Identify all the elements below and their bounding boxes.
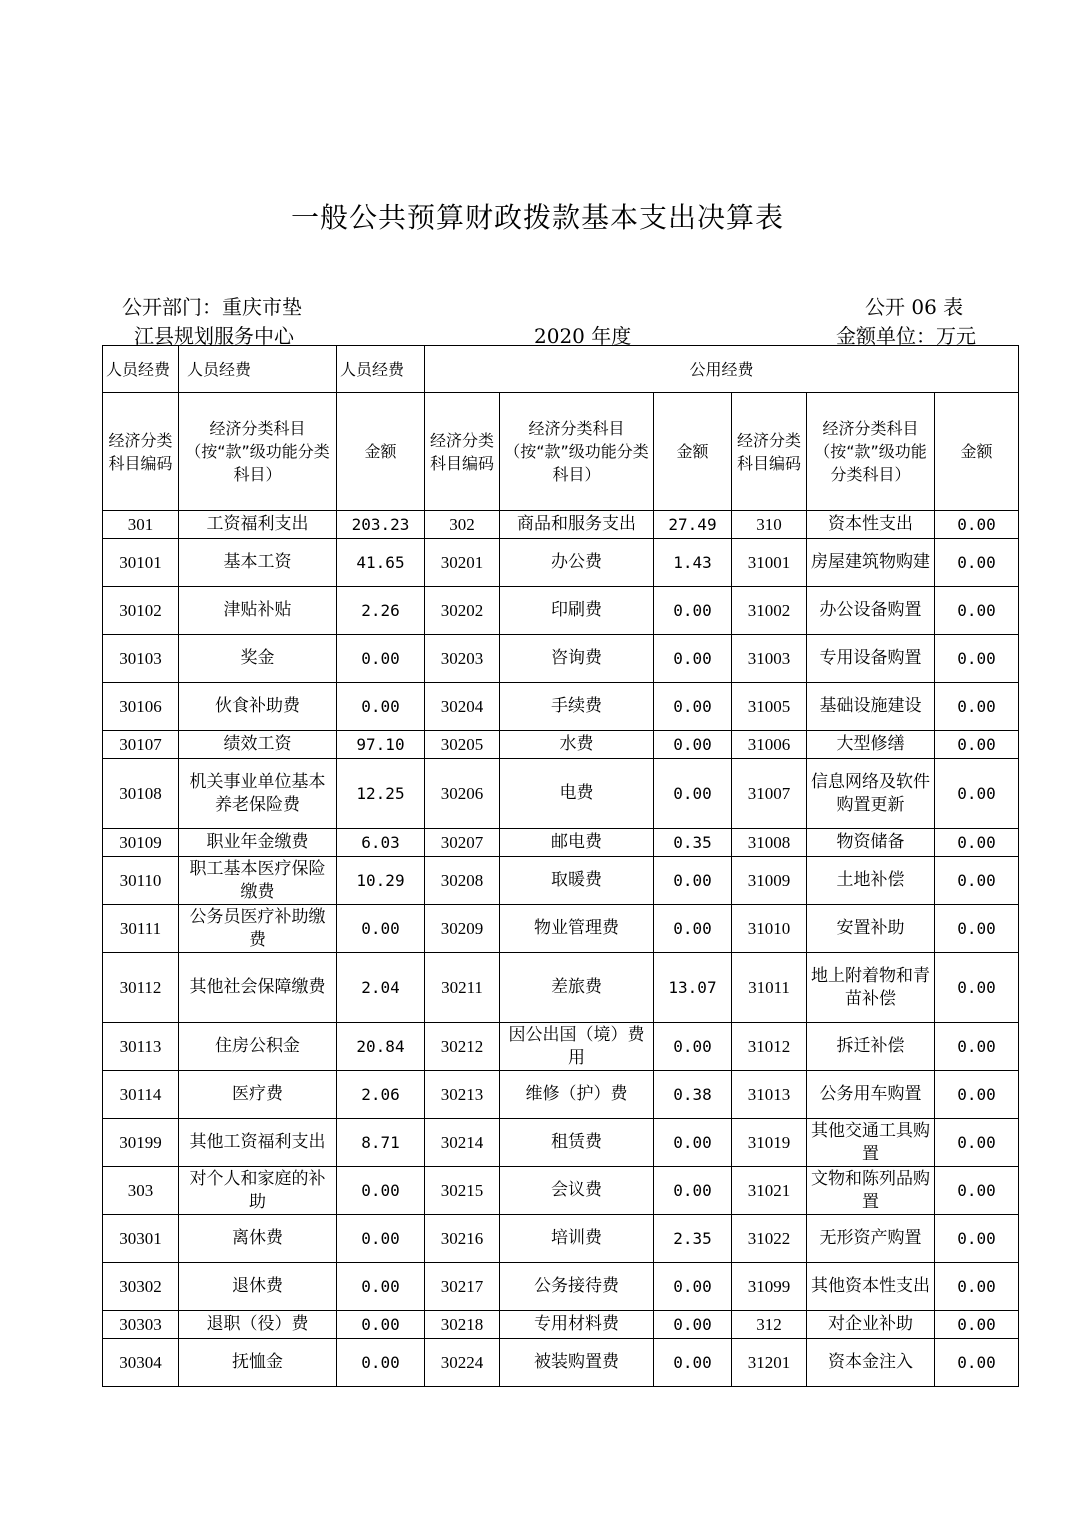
goods-code-cell: 30224 <box>425 1339 500 1387</box>
personnel-top-code-header: 人员经费 <box>103 346 179 393</box>
personnel-amount-cell: 2.06 <box>337 1071 425 1119</box>
personnel-amount-cell: 0.00 <box>337 635 425 683</box>
table-row <box>103 1023 1019 1071</box>
personnel-amount-cell: 0.00 <box>337 683 425 731</box>
capital-name-cell: 文物和陈列品购置 <box>807 1167 935 1215</box>
personnel-name-cell: 职业年金缴费 <box>179 829 337 857</box>
capital-amount-cell: 0.00 <box>935 857 1019 905</box>
capital-name-cell: 拆迁补偿 <box>807 1023 935 1071</box>
personnel-name-cell: 离休费 <box>179 1215 337 1263</box>
capital-name-cell: 办公设备购置 <box>807 587 935 635</box>
fiscal-year: 2020 年度 <box>534 324 632 348</box>
personnel-name-cell: 抚恤金 <box>179 1339 337 1387</box>
amount-header: 金额 <box>337 393 425 511</box>
personnel-code-cell: 30101 <box>103 539 179 587</box>
capital-amount-cell: 0.00 <box>935 511 1019 539</box>
personnel-amount-cell: 2.04 <box>337 953 425 1023</box>
personnel-code-cell: 30114 <box>103 1071 179 1119</box>
personnel-name-cell: 退职（役）费 <box>179 1311 337 1339</box>
header-row-sub <box>103 393 1019 511</box>
capital-code-cell: 31001 <box>732 539 807 587</box>
personnel-amount-cell: 0.00 <box>337 1167 425 1215</box>
capital-name-cell: 资本性支出 <box>807 511 935 539</box>
table-row <box>103 539 1019 587</box>
header-row-top <box>103 346 1019 393</box>
personnel-code-cell: 303 <box>103 1167 179 1215</box>
goods-name-cell: 维修（护）费 <box>500 1071 654 1119</box>
goods-name-cell: 培训费 <box>500 1215 654 1263</box>
capital-code-cell: 310 <box>732 511 807 539</box>
name-header: 经济分类科目（按“款”级功能分类科目） <box>179 393 337 511</box>
goods-code-cell: 30212 <box>425 1023 500 1071</box>
goods-code-cell: 30207 <box>425 829 500 857</box>
personnel-amount-cell: 6.03 <box>337 829 425 857</box>
goods-amount-cell: 0.00 <box>654 905 732 953</box>
goods-amount-cell: 0.00 <box>654 635 732 683</box>
personnel-name-cell: 绩效工资 <box>179 731 337 759</box>
personnel-name-cell: 公务员医疗补助缴费 <box>179 905 337 953</box>
goods-amount-cell: 27.49 <box>654 511 732 539</box>
personnel-name-cell: 奖金 <box>179 635 337 683</box>
table-row <box>103 759 1019 829</box>
budget-table <box>102 345 1019 1387</box>
department-line-2: 江县规划服务中心 <box>134 324 294 348</box>
table-row <box>103 731 1019 759</box>
goods-name-cell: 商品和服务支出 <box>500 511 654 539</box>
capital-name-cell: 信息网络及软件购置更新 <box>807 759 935 829</box>
capital-code-cell: 31201 <box>732 1339 807 1387</box>
goods-name-cell: 公务接待费 <box>500 1263 654 1311</box>
capital-name-cell: 专用设备购置 <box>807 635 935 683</box>
goods-amount-cell: 0.35 <box>654 829 732 857</box>
goods-name-cell: 因公出国（境）费用 <box>500 1023 654 1071</box>
goods-amount-cell: 0.00 <box>654 1167 732 1215</box>
page-title: 一般公共预算财政拨款基本支出决算表 <box>290 201 784 234</box>
table-row <box>103 1119 1019 1167</box>
goods-name-cell: 被装购置费 <box>500 1339 654 1387</box>
capital-amount-cell: 0.00 <box>935 1071 1019 1119</box>
personnel-name-cell: 津贴补贴 <box>179 587 337 635</box>
capital-code-cell: 31003 <box>732 635 807 683</box>
table-row <box>103 683 1019 731</box>
goods-code-cell: 30208 <box>425 857 500 905</box>
capital-code-cell: 31005 <box>732 683 807 731</box>
capital-code-cell: 31013 <box>732 1071 807 1119</box>
table-row <box>103 905 1019 953</box>
goods-amount-cell: 2.35 <box>654 1215 732 1263</box>
personnel-amount-cell: 0.00 <box>337 1339 425 1387</box>
goods-amount-cell: 1.43 <box>654 539 732 587</box>
capital-amount-cell: 0.00 <box>935 1119 1019 1167</box>
personnel-name-cell: 职工基本医疗保险缴费 <box>179 857 337 905</box>
goods-amount-cell: 13.07 <box>654 953 732 1023</box>
goods-code-cell: 30213 <box>425 1071 500 1119</box>
goods-code-cell: 30201 <box>425 539 500 587</box>
personnel-amount-cell: 41.65 <box>337 539 425 587</box>
capital-name-cell: 公务用车购置 <box>807 1071 935 1119</box>
personnel-code-cell: 30102 <box>103 587 179 635</box>
personnel-code-cell: 30111 <box>103 905 179 953</box>
capital-name-cell: 无形资产购置 <box>807 1215 935 1263</box>
capital-amount-cell: 0.00 <box>935 759 1019 829</box>
capital-code-cell: 31012 <box>732 1023 807 1071</box>
goods-code-cell: 30204 <box>425 683 500 731</box>
goods-name-cell: 邮电费 <box>500 829 654 857</box>
capital-amount-cell: 0.00 <box>935 1263 1019 1311</box>
personnel-code-cell: 30199 <box>103 1119 179 1167</box>
capital-amount-cell: 0.00 <box>935 1023 1019 1071</box>
goods-name-cell: 印刷费 <box>500 587 654 635</box>
table-row <box>103 953 1019 1023</box>
goods-name-cell: 手续费 <box>500 683 654 731</box>
personnel-name-cell: 伙食补助费 <box>179 683 337 731</box>
goods-amount-cell: 0.00 <box>654 759 732 829</box>
capital-amount-cell: 0.00 <box>935 1311 1019 1339</box>
capital-name-cell: 土地补偿 <box>807 857 935 905</box>
capital-amount-cell: 0.00 <box>935 829 1019 857</box>
personnel-amount-cell: 97.10 <box>337 731 425 759</box>
amount-unit: 金额单位：万元 <box>836 324 976 348</box>
capital-amount-cell: 0.00 <box>935 1215 1019 1263</box>
capital-code-cell: 31007 <box>732 759 807 829</box>
department-line-1: 公开部门：重庆市垫 <box>122 295 302 319</box>
capital-name-cell: 物资储备 <box>807 829 935 857</box>
capital-amount-cell: 0.00 <box>935 905 1019 953</box>
capital-name-cell: 其他资本性支出 <box>807 1263 935 1311</box>
table-row <box>103 1311 1019 1339</box>
table-row <box>103 857 1019 905</box>
personnel-code-cell: 30107 <box>103 731 179 759</box>
table-number: 公开 06 表 <box>865 295 964 319</box>
public3-amount-header: 金额 <box>935 393 1019 511</box>
capital-code-cell: 31011 <box>732 953 807 1023</box>
capital-code-cell: 312 <box>732 1311 807 1339</box>
personnel-amount-cell: 12.25 <box>337 759 425 829</box>
capital-amount-cell: 0.00 <box>935 587 1019 635</box>
capital-code-cell: 31006 <box>732 731 807 759</box>
table-row <box>103 1167 1019 1215</box>
goods-name-cell: 专用材料费 <box>500 1311 654 1339</box>
personnel-code-cell: 30108 <box>103 759 179 829</box>
table-row <box>103 511 1019 539</box>
personnel-code-cell: 30112 <box>103 953 179 1023</box>
capital-name-cell: 资本金注入 <box>807 1339 935 1387</box>
personnel-amount-cell: 20.84 <box>337 1023 425 1071</box>
personnel-name-cell: 退休费 <box>179 1263 337 1311</box>
personnel-amount-cell: 203.23 <box>337 511 425 539</box>
goods-amount-cell: 0.00 <box>654 857 732 905</box>
goods-code-cell: 30215 <box>425 1167 500 1215</box>
personnel-amount-cell: 0.00 <box>337 1311 425 1339</box>
personnel-code-cell: 30110 <box>103 857 179 905</box>
capital-name-cell: 安置补助 <box>807 905 935 953</box>
public-expense-header: 公用经费 <box>425 346 1019 393</box>
goods-name-cell: 差旅费 <box>500 953 654 1023</box>
goods-code-cell: 30218 <box>425 1311 500 1339</box>
capital-amount-cell: 0.00 <box>935 953 1019 1023</box>
personnel-name-cell: 机关事业单位基本养老保险费 <box>179 759 337 829</box>
goods-amount-cell: 0.00 <box>654 731 732 759</box>
capital-name-cell: 对企业补助 <box>807 1311 935 1339</box>
goods-code-cell: 30206 <box>425 759 500 829</box>
goods-code-cell: 30209 <box>425 905 500 953</box>
capital-amount-cell: 0.00 <box>935 1339 1019 1387</box>
capital-code-cell: 31008 <box>732 829 807 857</box>
capital-code-cell: 31022 <box>732 1215 807 1263</box>
public2-amount-header: 金额 <box>654 393 732 511</box>
capital-amount-cell: 0.00 <box>935 635 1019 683</box>
goods-name-cell: 办公费 <box>500 539 654 587</box>
goods-amount-cell: 0.00 <box>654 1119 732 1167</box>
goods-amount-cell: 0.38 <box>654 1071 732 1119</box>
capital-amount-cell: 0.00 <box>935 683 1019 731</box>
capital-name-cell: 地上附着物和青苗补偿 <box>807 953 935 1023</box>
personnel-code-cell: 30301 <box>103 1215 179 1263</box>
goods-code-cell: 302 <box>425 511 500 539</box>
capital-code-cell: 31009 <box>732 857 807 905</box>
capital-name-cell: 其他交通工具购置 <box>807 1119 935 1167</box>
goods-amount-cell: 0.00 <box>654 1023 732 1071</box>
goods-name-cell: 取暖费 <box>500 857 654 905</box>
personnel-amount-cell: 8.71 <box>337 1119 425 1167</box>
goods-name-cell: 水费 <box>500 731 654 759</box>
goods-name-cell: 会议费 <box>500 1167 654 1215</box>
goods-code-cell: 30211 <box>425 953 500 1023</box>
personnel-code-cell: 30109 <box>103 829 179 857</box>
capital-code-cell: 31019 <box>732 1119 807 1167</box>
capital-code-cell: 31021 <box>732 1167 807 1215</box>
goods-name-cell: 电费 <box>500 759 654 829</box>
personnel-name-cell: 对个人和家庭的补助 <box>179 1167 337 1215</box>
table-row <box>103 1263 1019 1311</box>
public2-name-header: 经济分类科目（按“款”级功能分类科目） <box>500 393 654 511</box>
goods-amount-cell: 0.00 <box>654 1311 732 1339</box>
public3-name-header: 经济分类科目（按“款”级功能分类科目） <box>807 393 935 511</box>
personnel-amount-cell: 10.29 <box>337 857 425 905</box>
table-row <box>103 829 1019 857</box>
goods-amount-cell: 0.00 <box>654 1263 732 1311</box>
personnel-name-cell: 工资福利支出 <box>179 511 337 539</box>
table-row <box>103 1215 1019 1263</box>
code-header: 经济分类科目编码 <box>103 393 179 511</box>
goods-amount-cell: 0.00 <box>654 1339 732 1387</box>
goods-name-cell: 咨询费 <box>500 635 654 683</box>
goods-code-cell: 30214 <box>425 1119 500 1167</box>
goods-code-cell: 30216 <box>425 1215 500 1263</box>
personnel-top-name-header: 人员经费 <box>179 346 337 393</box>
budget-table-body <box>103 346 1019 1387</box>
capital-name-cell: 基础设施建设 <box>807 683 935 731</box>
capital-code-cell: 31002 <box>732 587 807 635</box>
goods-code-cell: 30205 <box>425 731 500 759</box>
personnel-code-cell: 30113 <box>103 1023 179 1071</box>
public2-code-header: 经济分类科目编码 <box>425 393 500 511</box>
goods-code-cell: 30203 <box>425 635 500 683</box>
capital-amount-cell: 0.00 <box>935 1167 1019 1215</box>
goods-amount-cell: 0.00 <box>654 587 732 635</box>
personnel-top-amount-header: 人员经费 <box>337 346 425 393</box>
personnel-code-cell: 30106 <box>103 683 179 731</box>
personnel-code-cell: 30103 <box>103 635 179 683</box>
table-row <box>103 635 1019 683</box>
personnel-name-cell: 医疗费 <box>179 1071 337 1119</box>
personnel-code-cell: 301 <box>103 511 179 539</box>
personnel-name-cell: 基本工资 <box>179 539 337 587</box>
capital-amount-cell: 0.00 <box>935 539 1019 587</box>
goods-code-cell: 30202 <box>425 587 500 635</box>
personnel-code-cell: 30302 <box>103 1263 179 1311</box>
personnel-name-cell: 住房公积金 <box>179 1023 337 1071</box>
goods-code-cell: 30217 <box>425 1263 500 1311</box>
capital-code-cell: 31010 <box>732 905 807 953</box>
personnel-amount-cell: 2.26 <box>337 587 425 635</box>
capital-name-cell: 房屋建筑物购建 <box>807 539 935 587</box>
table-row <box>103 1339 1019 1387</box>
personnel-amount-cell: 0.00 <box>337 1263 425 1311</box>
table-row <box>103 587 1019 635</box>
goods-amount-cell: 0.00 <box>654 683 732 731</box>
goods-name-cell: 租赁费 <box>500 1119 654 1167</box>
goods-name-cell: 物业管理费 <box>500 905 654 953</box>
capital-code-cell: 31099 <box>732 1263 807 1311</box>
table-row <box>103 1071 1019 1119</box>
personnel-amount-cell: 0.00 <box>337 905 425 953</box>
personnel-amount-cell: 0.00 <box>337 1215 425 1263</box>
personnel-name-cell: 其他社会保障缴费 <box>179 953 337 1023</box>
public3-code-header: 经济分类科目编码 <box>732 393 807 511</box>
capital-amount-cell: 0.00 <box>935 731 1019 759</box>
personnel-name-cell: 其他工资福利支出 <box>179 1119 337 1167</box>
capital-name-cell: 大型修缮 <box>807 731 935 759</box>
personnel-code-cell: 30304 <box>103 1339 179 1387</box>
personnel-code-cell: 30303 <box>103 1311 179 1339</box>
